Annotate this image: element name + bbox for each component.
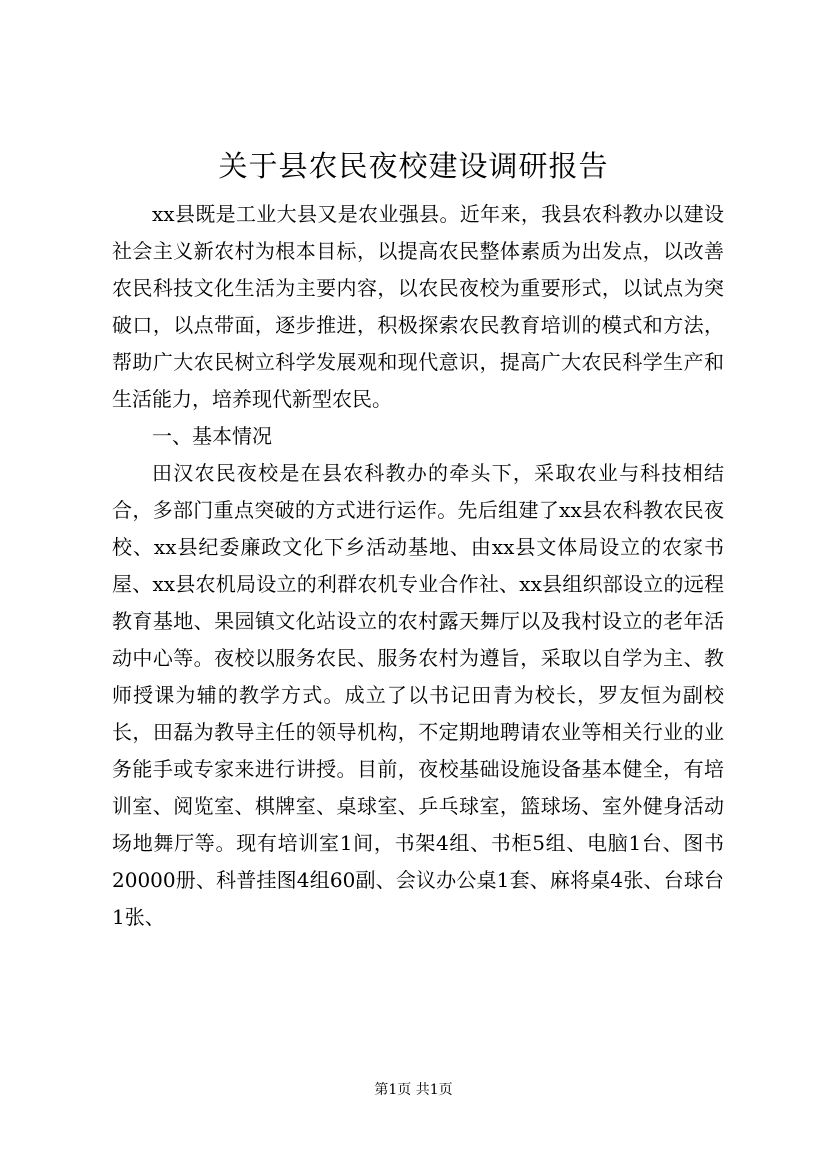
- section-heading-basic-situation: 一、基本情况: [152, 424, 272, 448]
- document-title: 关于县农民夜校建设调研报告: [218, 149, 609, 183]
- page-footer: 第1页 共1页: [374, 1082, 453, 1098]
- paragraph-basic-situation: 田汉农民夜校是在县农科教办的牵头下，采取农业与科技相结合，多部门重点突破的方式进行运作。先后组建了xx县农科教农民夜校、xx县纪委廉政文化下乡活动基地、由xx县文体局设立的农家书屋、xx县农机局设立的利群农机专业合作社、xx县组织部设立的远程教育基地、果园镇文化站设立的农村露天舞厅以及我村设立的老年活动中心等。夜校以服务农民、服务农村为遵旨，采取以自学为主、教师授课为辅的教学方式。成立了以书记田青为校长，罗友恒为副校长，田磊为教导主任的领导机构，不定期地聘请农业等相关行业的业务能手或专家来进行讲授。目前，夜校基础设施设备基本健全，有培训室、阅览室、棋牌室、桌球室、乒乓球室，篮球场、室外健身活动场地舞厅等。现有培训室1间，书架4组、书柜5组、电脑1台、图书20000册、科普挂图4组60副、会议办公桌1套、麻将桌4张、台球台1张、: [112, 461, 724, 929]
- paragraph-intro: xx县既是工业大县又是农业强县。近年来，我县农科教办以建设社会主义新农村为根本目标，以提高农民整体素质为出发点，以改善农民科技文化生活为主要内容，以农民夜校为重要形式，以试点为突破口，以点带面，逐步推进，积极探索农民教育培训的模式和方法，帮助广大农民树立科学发展观和现代意识，提高广大农民科学生产和生活能力，培养现代新型农民。: [112, 202, 724, 411]
- document-body: [112, 196, 724, 936]
